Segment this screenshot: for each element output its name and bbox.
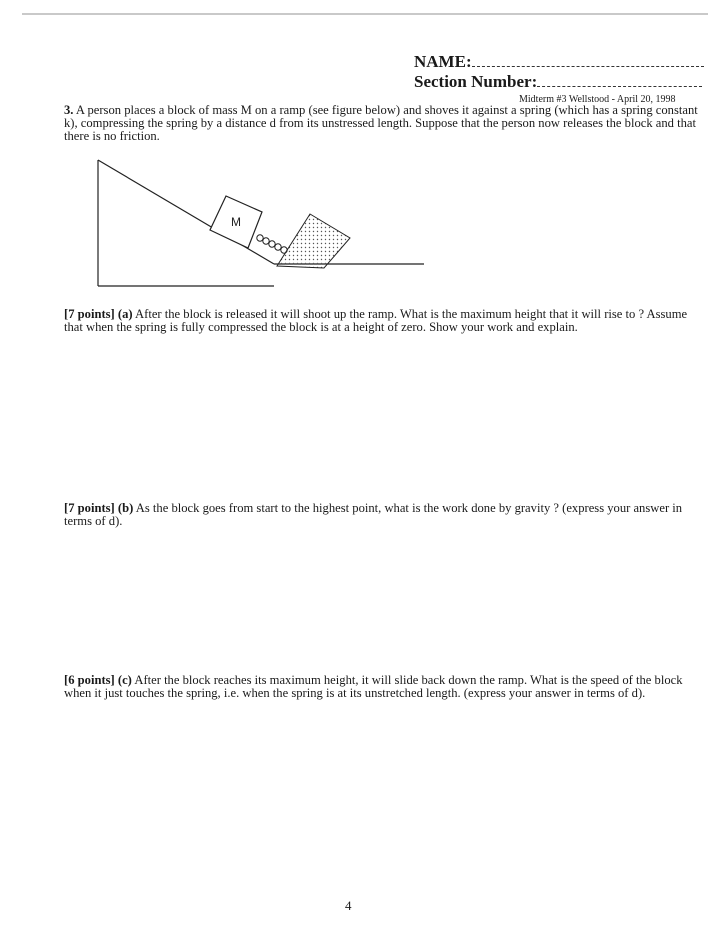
problem-text: A person places a block of mass M on a ramp (see figure below) and shoves it against a spring (which has a spring constant k), compressing the spring by a distance d from its unstressed length. Suppose that the person now releases the block and that there is no friction.: [64, 103, 698, 143]
ramp-spring-figure: [92, 158, 432, 290]
section-number-field: [414, 72, 702, 92]
name-field: [414, 52, 704, 72]
block-m-label: M: [231, 215, 241, 229]
question-a: [64, 308, 708, 334]
name-blank-line: [472, 54, 704, 67]
exam-subtitle: Midterm #3 Wellstood - April 20, 1998: [519, 94, 676, 105]
name-label: NAME:: [414, 52, 472, 71]
question-b-points: [7 points]: [64, 501, 115, 515]
question-b-text: As the block goes from start to the highest point, what is the work done by gravity ? (express your answer in terms of d).: [64, 501, 683, 528]
page-top-edge: [22, 13, 708, 15]
question-c-part: (c): [117, 673, 132, 687]
question-b-part: (b): [117, 501, 134, 515]
question-b: [64, 502, 708, 528]
spring-stop-block: [277, 214, 350, 268]
section-number-blank-line: [537, 74, 702, 87]
problem-number: 3.: [64, 103, 74, 117]
question-a-points: [7 points]: [64, 307, 115, 321]
page-number: 4: [345, 898, 352, 913]
question-c: [64, 674, 708, 700]
problem-statement: [64, 104, 708, 143]
spring: [257, 235, 287, 253]
question-c-points: [6 points]: [64, 673, 115, 687]
question-a-part: (a): [117, 307, 133, 321]
question-a-text: After the block is released it will shoot up the ramp. What is the maximum height that it will rise to ? Assume that when the spring is fully compressed the block is at a height of zero. Show your work and explain.: [64, 307, 688, 334]
question-c-text: After the block reaches its maximum height, it will slide back down the ramp. What is the speed of the block when it just touches the spring, i.e. when the spring is at its unstretched length. (express your answer in terms of d).: [64, 673, 683, 700]
section-number-label: Section Number:: [414, 72, 538, 91]
